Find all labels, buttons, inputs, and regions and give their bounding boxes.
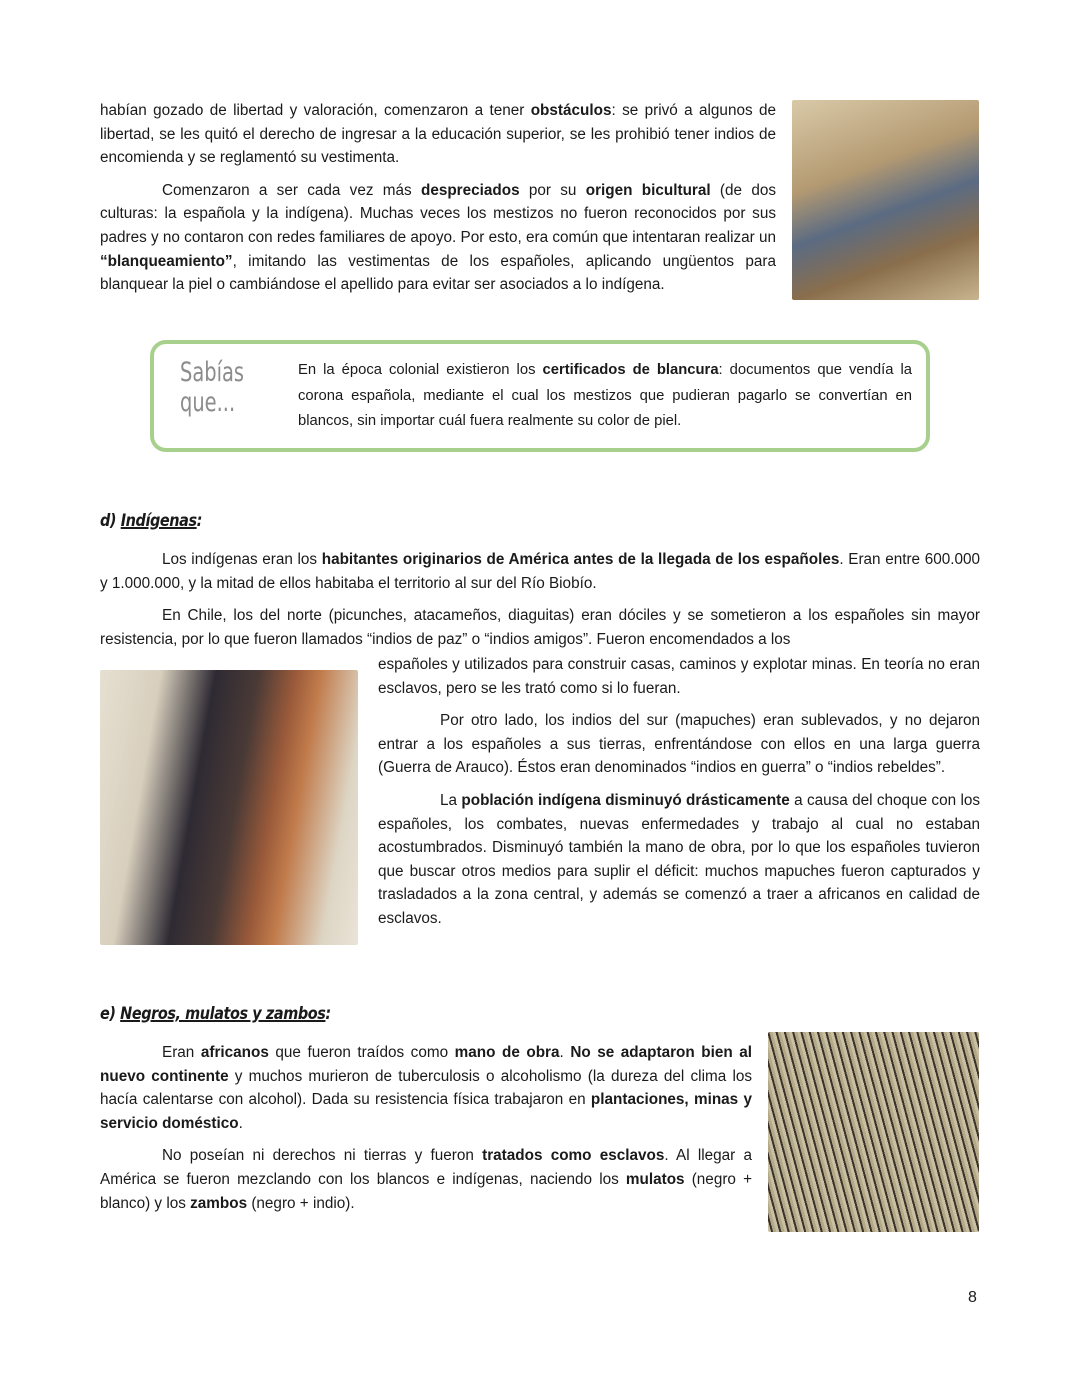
sabias-que-box xyxy=(150,340,930,452)
text-run: y muchos murieron de tuberculosis o alcoholismo (la dureza del clima los hacía calentarse con alcohol). Dada su resistencia física trabajaron en xyxy=(100,1067,752,1109)
heading-indigenas xyxy=(100,511,202,531)
paragraph xyxy=(378,709,980,780)
mestizos-illustration xyxy=(792,100,979,300)
paragraph xyxy=(378,653,980,700)
page-number: 8 xyxy=(968,1289,977,1306)
text-run: Por otro lado, los indios del sur (mapuches) eran sublevados, y no dejaron entrar a los españoles a sus tierras, enfrentándose con ellos en una larga guerra (Guerra de Arauco). Éstos eran denominados “indios en guerra” o “indios rebeldes”. xyxy=(378,712,980,777)
text-run: La xyxy=(440,791,462,809)
heading-title: Negros, mulatos y zambos xyxy=(120,1004,326,1024)
bold-text: plantaciones, minas y servicio doméstico xyxy=(100,1091,752,1132)
heading-title: Indígenas xyxy=(120,511,197,531)
bold-text: zambos xyxy=(190,1194,248,1212)
sabias-que-line2: que... xyxy=(180,387,236,418)
sabias-que-line1: Sabías xyxy=(180,357,245,388)
mestizos-text xyxy=(100,99,776,306)
text-run: : se privó a algunos de libertad, se les quitó el derecho de ingresar a la educación superior, se les prohibió tener indios de encomienda y se reglamentó su vestimenta. xyxy=(100,102,776,167)
bold-text: tratados como esclavos xyxy=(482,1147,665,1165)
paragraph xyxy=(100,99,776,170)
bold-text: despreciados xyxy=(420,181,520,199)
text-run: : documentos que vendía la corona española, mediante el cual los mestizos que pudieran pagarlo se convertían en blancos, sin importar cuál fuera realmente su color de piel. xyxy=(298,362,912,429)
paragraph xyxy=(100,1144,752,1215)
text-run: . xyxy=(238,1114,243,1132)
text-run: En la época colonial existieron los xyxy=(298,362,543,378)
text-run: . xyxy=(559,1044,571,1061)
bold-text: certificados de blancura xyxy=(542,362,719,378)
paragraph xyxy=(100,179,776,297)
esclavos-engraving xyxy=(768,1032,979,1232)
text-run: españoles y utilizados para construir casas, caminos y explotar minas. En teoría no eran esclavos, pero se les trató como si lo fueran. xyxy=(378,656,980,697)
heading-prefix: d) xyxy=(100,511,121,531)
text-run: (de dos culturas: la española y la indígena). Muchas veces los mestizos no fueron reconocidos por sus padres y no contaron con redes familiares de apoyo. Por esto, era común que intentaran realizar un xyxy=(100,181,777,246)
text-run: que fueron traídos como xyxy=(268,1044,455,1061)
paragraph xyxy=(100,548,980,595)
text-run: . Al llegar a América se fueron mezclando con los blancos e indígenas, naciendo los xyxy=(100,1147,752,1188)
bold-text: obstáculos xyxy=(530,102,612,119)
bold-text: “blanqueamiento” xyxy=(100,252,233,270)
paragraph xyxy=(100,604,980,651)
text-run: (negro + blanco) y los xyxy=(100,1170,753,1212)
text-run: a causa del choque con los españoles, los combates, nuevas enfermedades y trabajo al cual no estaban acostumbrados. Disminuyó también la mano de obra, por lo que los españoles tuvieron que buscar otros medios para suplir el déficit: muchos mapuches fueron capturados y trasladados a la zona central, y además se comenzó a traer a africanos en calidad de esclavos. xyxy=(378,791,980,927)
bold-text: africanos xyxy=(200,1044,269,1061)
indigenas-text-1 xyxy=(100,548,980,660)
indigenas-illustration xyxy=(100,670,358,945)
heading-suffix: : xyxy=(196,511,202,531)
text-run: Eran xyxy=(162,1044,201,1061)
text-run: (negro + indio). xyxy=(247,1194,355,1212)
bold-text: población indígena disminuyó drásticamente xyxy=(461,791,790,809)
paragraph xyxy=(378,789,980,931)
text-run: habían gozado de libertad y valoración, comenzaron a tener xyxy=(100,102,531,119)
bold-text: No se adaptaron bien al nuevo continente xyxy=(100,1044,753,1085)
heading-negros xyxy=(100,1004,331,1024)
indigenas-text-2 xyxy=(378,653,980,940)
text-run: Comenzaron a ser cada vez más xyxy=(162,181,421,199)
bold-text: mulatos xyxy=(625,1170,685,1188)
sabias-que-text xyxy=(298,358,912,444)
paragraph xyxy=(298,358,912,435)
text-run: No poseían ni derechos ni tierras y fueron xyxy=(162,1147,483,1165)
text-run: por su xyxy=(519,181,586,199)
paragraph xyxy=(100,1041,752,1135)
sabias-que-logo xyxy=(180,358,244,418)
bold-text: mano de obra xyxy=(454,1044,560,1061)
bold-text: habitantes originarios de América antes de la llegada de los españoles xyxy=(321,551,840,568)
heading-prefix: e) xyxy=(100,1004,121,1024)
text-run: Los indígenas eran los xyxy=(162,551,322,568)
text-run: . Eran entre 600.000 y 1.000.000, y la mitad de ellos habitaba el territorio al sur del Río Biobío. xyxy=(100,551,980,592)
text-run: , imitando las vestimentas de los españoles, aplicando ungüentos para blanquear la piel o cambiándose el apellido para evitar ser asociados a lo indígena. xyxy=(100,252,776,294)
text-run: En Chile, los del norte (picunches, atacameños, diaguitas) eran dóciles y se sometieron a los españoles sin mayor resistencia, por lo que fueron llamados “indios de paz” o “indios amigos”. Fueron encomendados a los xyxy=(100,607,980,648)
bold-text: origen bicultural xyxy=(585,181,711,199)
negros-text xyxy=(100,1041,752,1224)
heading-suffix: : xyxy=(325,1004,331,1024)
